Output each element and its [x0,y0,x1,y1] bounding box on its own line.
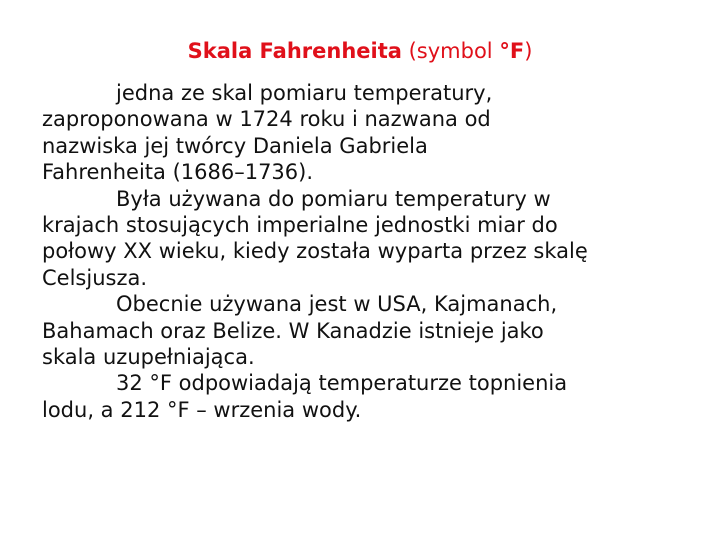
paragraph-4-line-1: 32 °F odpowiadają temperaturze topnienia [116,371,568,396]
paragraph-3-line-1: Obecnie używana jest w USA, Kajmanach, [116,292,558,317]
paragraph-4-line-2: lodu, a 212 °F – wrzenia wody. [42,397,362,422]
paragraph-2-line-4: Celsjusza. [42,265,148,290]
title-bold-part: Skala Fahrenheita [187,39,402,63]
paragraph-1-line-2: zaproponowana w 1724 roku i nazwana od [42,107,491,132]
paragraph-1-line-4: Fahrenheita (1686–1736). [42,160,314,185]
paragraph-3-line-2: Bahamach oraz Belize. W Kanadzie istnieje jako [42,318,544,343]
title-symbol: °F [499,39,525,63]
paragraph-2-line-1: Była używana do pomiaru temperatury w [116,186,551,211]
slide-title [0,38,720,64]
title-open-paren: (symbol [401,39,500,63]
body-text [42,80,682,423]
paragraph-2-line-3: połowy XX wieku, kiedy została wyparta przez skalę [42,239,588,264]
paragraph-1-line-1: jedna ze skal pomiaru temperatury, [116,81,493,105]
paragraph-3-line-3: skala uzupełniająca. [42,345,255,370]
title-close-paren: ) [524,39,533,63]
paragraph-1-line-3: nazwiska jej twórcy Daniela Gabriela [42,133,428,158]
paragraph-2-line-2: krajach stosujących imperialne jednostki miar do [42,213,558,238]
